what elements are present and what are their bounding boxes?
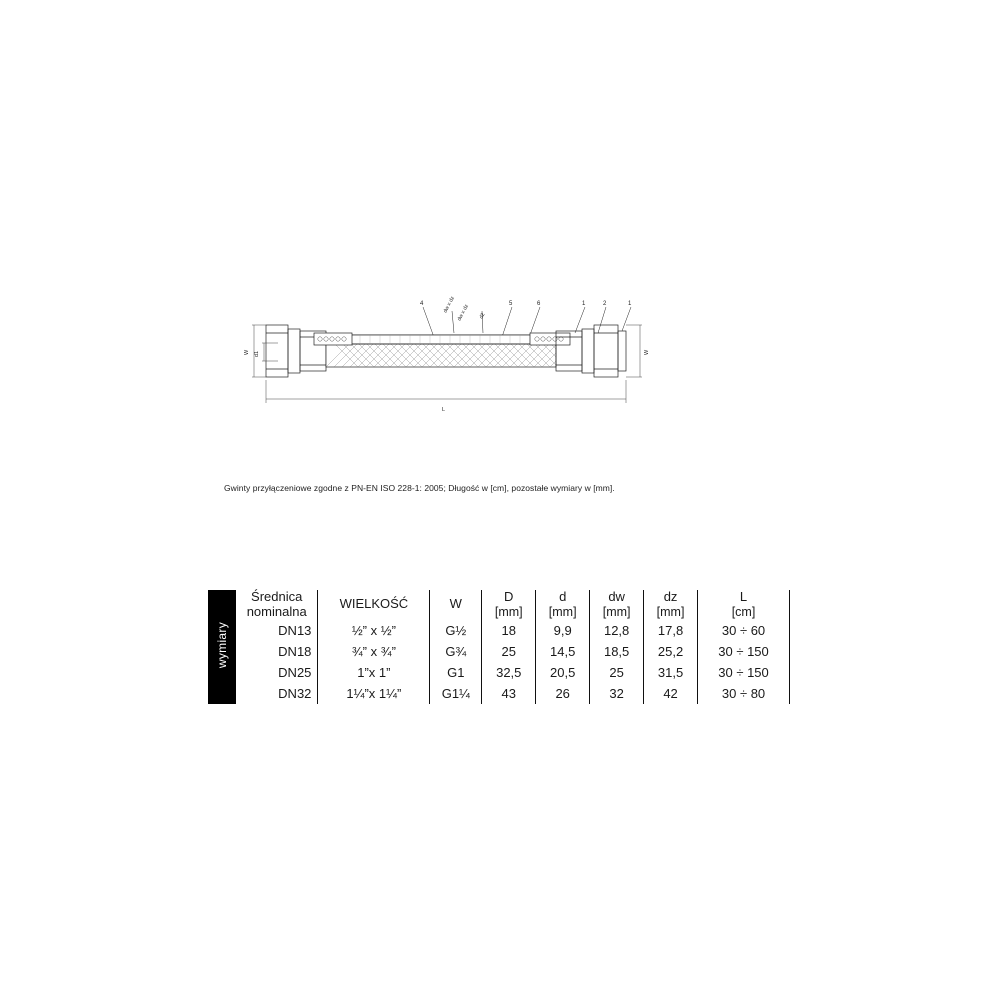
cell-D: 18 xyxy=(482,620,536,641)
label-d1: d1 xyxy=(254,350,260,357)
cell-d: 20,5 xyxy=(536,662,590,683)
cell-w: G¾ xyxy=(430,641,482,662)
cell-w: G1 xyxy=(430,662,482,683)
cell-L: 30 ÷ 150 xyxy=(698,641,790,662)
header-d-minor: d [mm] xyxy=(536,590,590,620)
cell-size: ¾” x ¾” xyxy=(318,641,430,662)
label-dwdz-1: dw x dz xyxy=(442,295,457,314)
cell-D: 43 xyxy=(482,683,536,704)
dimensions-table xyxy=(208,590,790,704)
cell-dz: 42 xyxy=(644,683,698,704)
table-row xyxy=(208,662,790,683)
header-dz: dz [mm] xyxy=(644,590,698,620)
table-row xyxy=(208,641,790,662)
label-d2: d2 xyxy=(478,312,487,320)
cell-w: G1¼ xyxy=(430,683,482,704)
cell-L: 30 ÷ 60 xyxy=(698,620,790,641)
header-dw: dw [mm] xyxy=(590,590,644,620)
callout-2: 2 xyxy=(603,301,607,307)
callout-1b: 1 xyxy=(628,301,632,307)
label-dwdz-2: dw x dz xyxy=(456,303,471,322)
cell-L: 30 ÷ 150 xyxy=(698,662,790,683)
callout-5: 5 xyxy=(509,301,513,307)
table-row xyxy=(208,683,790,704)
drawing-caption: Gwinty przyłączeniowe zgodne z PN-EN ISO 228-1: 2005; Długość w [cm], pozostałe wymiary w [mm]. xyxy=(224,483,615,493)
cell-dw: 32 xyxy=(590,683,644,704)
header-w: W xyxy=(430,590,482,620)
label-l: L xyxy=(442,407,446,413)
label-w-left: W xyxy=(244,349,250,355)
header-size: WIELKOŚĆ xyxy=(318,590,430,620)
callout-4: 4 xyxy=(420,301,424,307)
cell-d: 26 xyxy=(536,683,590,704)
table-header-row xyxy=(208,590,790,620)
cell-D: 32,5 xyxy=(482,662,536,683)
hose-assembly-drawing xyxy=(230,285,660,435)
dimensions-table-wrap xyxy=(208,590,790,704)
label-w-right: W xyxy=(644,349,650,355)
header-dn: Średnica nominalna xyxy=(246,589,307,619)
table-side-label: wymiary xyxy=(208,590,236,704)
cell-dn: DN13 xyxy=(278,622,312,638)
cell-dn: DN18 xyxy=(278,643,312,659)
cell-size: 1¼”x 1¼” xyxy=(318,683,430,704)
cell-D: 25 xyxy=(482,641,536,662)
cell-size: 1”x 1” xyxy=(318,662,430,683)
cell-dz: 17,8 xyxy=(644,620,698,641)
cell-dn: DN32 xyxy=(278,685,312,701)
header-l: L [cm] xyxy=(698,590,790,620)
cell-size: ½” x ½” xyxy=(318,620,430,641)
cell-dz: 25,2 xyxy=(644,641,698,662)
cell-w: G½ xyxy=(430,620,482,641)
cell-dn: DN25 xyxy=(278,664,312,680)
cell-dw: 12,8 xyxy=(590,620,644,641)
cell-dw: 25 xyxy=(590,662,644,683)
table-row xyxy=(208,620,790,641)
technical-drawing xyxy=(230,285,660,435)
cell-dz: 31,5 xyxy=(644,662,698,683)
cell-L: 30 ÷ 80 xyxy=(698,683,790,704)
callout-1a: 1 xyxy=(582,301,586,307)
cell-d: 14,5 xyxy=(536,641,590,662)
cell-d: 9,9 xyxy=(536,620,590,641)
callout-6: 6 xyxy=(537,301,541,307)
header-d-major: D [mm] xyxy=(482,590,536,620)
cell-dw: 18,5 xyxy=(590,641,644,662)
